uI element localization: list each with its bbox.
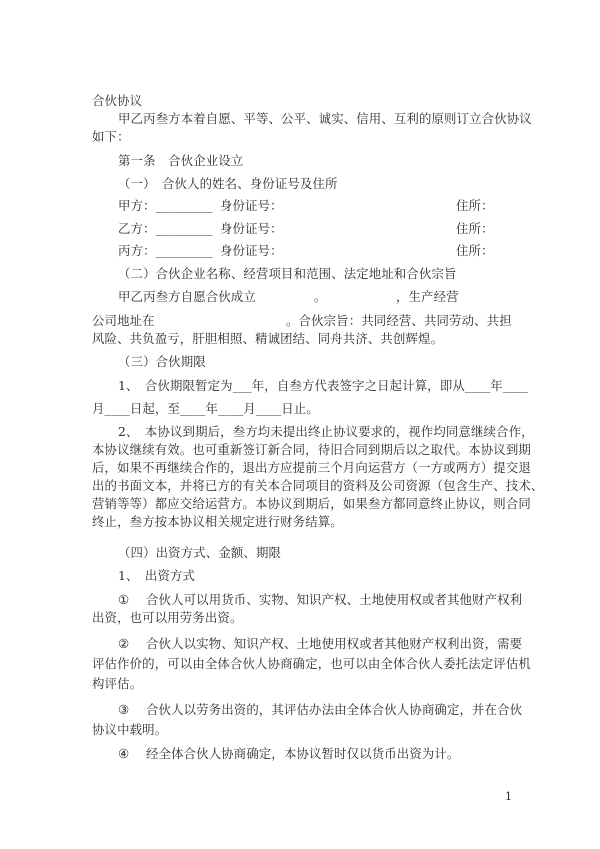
section-heading: （一） 合伙人的姓名、身份证号及住所 xyxy=(118,176,338,191)
paragraph-line: 评估作价的，可以由全体合伙人协商确定，也可以由全体合伙人委托法定评估机 xyxy=(92,656,531,671)
intro-line: 甲乙丙叁方本着自愿、平等、公平、诚实、信用、互利的原则订立合伙协议 xyxy=(118,111,532,126)
party-c-name: 丙方：_________ xyxy=(118,243,213,258)
paragraph-line: 甲乙丙叁方自愿合伙成立 xyxy=(118,289,256,304)
paragraph-line: 月____日起，至____年____月____日止。 xyxy=(92,401,319,416)
paragraph-line: 经全体合伙人协商确定，本协议暂时仅以货币出资为计。 xyxy=(146,746,460,761)
list-marker: ② xyxy=(118,636,130,651)
party-a-id: 身份证号： xyxy=(220,198,283,213)
party-c-address: 住所： xyxy=(456,243,494,258)
document-title: 合伙协议 xyxy=(92,93,143,108)
paragraph-line: 2、 本协议到期后，叁方均未提出终止协议要求的，视作均同意继续合作， xyxy=(118,424,534,439)
paragraph-line: 1、 出资方式 xyxy=(118,568,196,583)
paragraph-line: ，生产经营 xyxy=(396,289,459,304)
paragraph-line: 终止，叁方按本协议相关规定进行财务结算。 xyxy=(92,514,343,529)
party-b-name: 乙方：_________ xyxy=(118,221,213,236)
paragraph-line: 合伙人以实物、知识产权、土地使用权或者其他财产权利出资，需要 xyxy=(146,636,523,651)
intro-line: 如下： xyxy=(92,129,130,144)
paragraph-line: 。 xyxy=(314,289,327,304)
section-heading: （四）出资方式、金额、期限 xyxy=(118,545,282,560)
party-b-address: 住所： xyxy=(456,221,494,236)
paragraph-line: 风险、共负盈亏，肝胆相照、精诚团结、同舟共济、共创辉煌。 xyxy=(92,331,444,346)
page-number: 1 xyxy=(505,790,512,803)
article-heading: 第一条 合伙企业设立 xyxy=(118,153,244,168)
party-b-id: 身份证号： xyxy=(220,221,283,236)
list-marker: ④ xyxy=(118,746,130,761)
paragraph-line: 合伙人可以用货币、实物、知识产权、土地使用权或者其他财产权利 xyxy=(146,592,523,607)
party-a-name: 甲方：_________ xyxy=(118,198,213,213)
party-a-address: 住所： xyxy=(456,198,494,213)
paragraph-line: 本协议继续有效。也可重新签订新合同，待旧合同到期后以之取代。本协议到期 xyxy=(92,442,531,457)
paragraph-line: 。合伙宗旨：共同经营、共同劳动、共担 xyxy=(286,313,512,328)
paragraph-line: 营销等等）都应交给运营方。本协议到期后，如果叁方都同意终止协议，则合同 xyxy=(92,496,531,511)
party-c-id: 身份证号： xyxy=(220,243,283,258)
list-marker: ③ xyxy=(118,702,130,717)
paragraph-line: 出资，也可以用劳务出资。 xyxy=(92,610,243,625)
paragraph-line: 构评估。 xyxy=(92,676,143,691)
paragraph-line: 公司地址在 xyxy=(92,313,155,328)
paragraph-line: 后，如果不再继续合作的，退出方应提前三个月向运营方（一方或两方）提交退 xyxy=(92,460,531,475)
paragraph-line: 协议中载明。 xyxy=(92,722,168,737)
section-heading: （三）合伙期限 xyxy=(118,354,206,369)
paragraph-line: 合伙人以劳务出资的，其评估办法由全体合伙人协商确定，并在合伙 xyxy=(146,702,523,717)
paragraph-line: 出的书面文本，并将已方的有关本合同项目的资料及公司资源（包含生产、技术、 xyxy=(92,478,544,493)
paragraph-line: 1、 合伙期限暂定为___年，自叁方代表签字之日起计算，即从____年____ xyxy=(118,378,529,393)
list-marker: ① xyxy=(118,592,130,607)
section-heading: （二）合伙企业名称、经营项目和范围、法定地址和合伙宗旨 xyxy=(118,266,457,281)
